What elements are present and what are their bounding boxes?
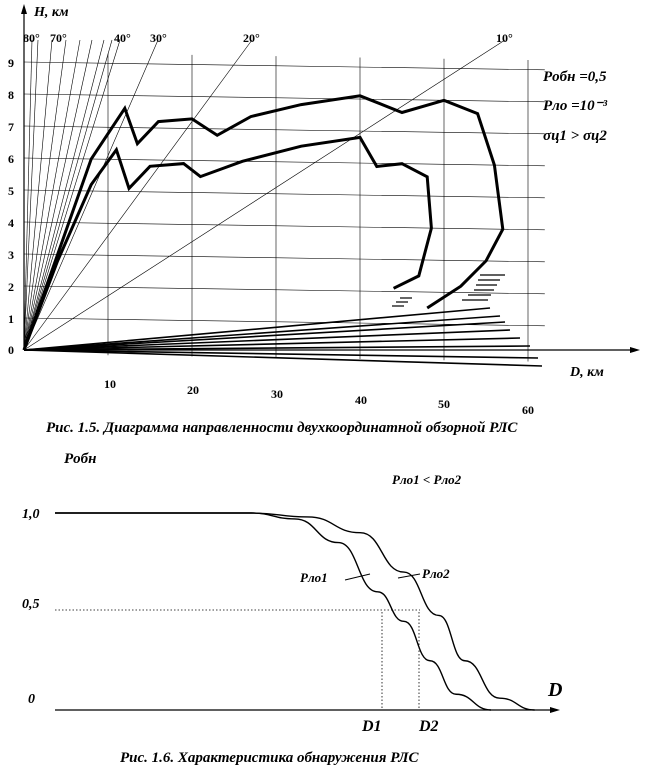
figure-caption-1-6: Рис. 1.6. Характеристика обнаружения РЛС bbox=[120, 750, 419, 766]
detection-characteristic-chart bbox=[22, 451, 562, 766]
low-beam bbox=[24, 322, 505, 350]
condition-label: Pло1 < Pло2 bbox=[392, 472, 462, 487]
elevation-ray bbox=[24, 40, 80, 350]
x-mark-d1: D1 bbox=[362, 718, 382, 735]
x-tick: 40 bbox=[355, 393, 367, 407]
height-gridlines bbox=[24, 62, 545, 326]
low-beam-fan bbox=[24, 308, 542, 366]
series-label-1: Pло1 bbox=[300, 570, 328, 585]
x-tick: 30 bbox=[271, 387, 283, 401]
radiation-pattern-chart bbox=[8, 4, 640, 436]
leader-line-1 bbox=[345, 574, 370, 580]
angle-labels bbox=[23, 31, 513, 45]
y-tick: 4 bbox=[8, 216, 14, 230]
detection-curve-2 bbox=[55, 513, 535, 710]
annotation-sigma: σц1 > σц2 bbox=[543, 128, 607, 144]
y-tick: 3 bbox=[8, 248, 14, 262]
elevation-ray bbox=[24, 40, 66, 350]
y-tick-0: 0 bbox=[28, 692, 35, 707]
y-tick: 8 bbox=[8, 88, 14, 102]
y-tick-0-5: 0,5 bbox=[22, 597, 40, 612]
angle-label: 70° bbox=[50, 31, 67, 45]
detection-curve-1 bbox=[55, 513, 491, 710]
height-gridline bbox=[24, 286, 545, 294]
low-beam bbox=[24, 350, 542, 366]
y-tick-1-0: 1,0 bbox=[22, 507, 40, 522]
series-label-2: Pло2 bbox=[422, 566, 450, 581]
y-tick: 1 bbox=[8, 312, 14, 326]
x-mark-d2: D2 bbox=[419, 718, 439, 735]
angle-label: 30° bbox=[150, 31, 167, 45]
height-gridline bbox=[24, 254, 545, 262]
elevation-ray bbox=[24, 40, 120, 350]
height-gridline bbox=[24, 190, 545, 198]
y-axis-label: Pобн bbox=[64, 451, 97, 467]
x-axis-arrow bbox=[550, 707, 560, 713]
x-tick: 10 bbox=[104, 377, 116, 391]
y-tick: 2 bbox=[8, 280, 14, 294]
range-gridlines bbox=[108, 54, 528, 362]
y-axis-arrow bbox=[21, 4, 27, 14]
low-beam bbox=[24, 350, 538, 358]
x-tick: 20 bbox=[187, 383, 199, 397]
x-axis-label: D bbox=[548, 679, 563, 701]
y-axis-label: H, км bbox=[34, 5, 69, 20]
figure-caption-1-5: Рис. 1.5. Диаграмма направленности двухкоординатной обзорной РЛС bbox=[46, 420, 518, 436]
elevation-ray bbox=[24, 40, 112, 350]
y-tick-labels bbox=[8, 56, 14, 357]
parameter-annotations bbox=[543, 69, 608, 144]
annotation-pobn: Pобн =0,5 bbox=[543, 69, 607, 85]
x-axis-arrow bbox=[630, 347, 640, 353]
height-gridline bbox=[24, 126, 545, 134]
angle-label: 80° bbox=[23, 31, 40, 45]
leader-line-2 bbox=[398, 574, 420, 578]
x-tick: 60 bbox=[522, 403, 534, 417]
angle-label: 40° bbox=[114, 31, 131, 45]
y-tick: 9 bbox=[8, 56, 14, 70]
y-tick: 6 bbox=[8, 152, 14, 166]
angle-label: 10° bbox=[496, 31, 513, 45]
annotation-plo: Pло =10⁻³ bbox=[543, 98, 608, 114]
height-gridline bbox=[24, 222, 545, 230]
height-gridline bbox=[24, 62, 545, 70]
y-tick: 0 bbox=[8, 343, 14, 357]
angle-label: 20° bbox=[243, 31, 260, 45]
height-gridline bbox=[24, 158, 545, 166]
x-tick: 50 bbox=[438, 397, 450, 411]
y-tick: 7 bbox=[8, 120, 14, 134]
x-axis-label: D, км bbox=[570, 365, 604, 380]
y-tick: 5 bbox=[8, 184, 14, 198]
x-tick-labels bbox=[104, 377, 534, 417]
